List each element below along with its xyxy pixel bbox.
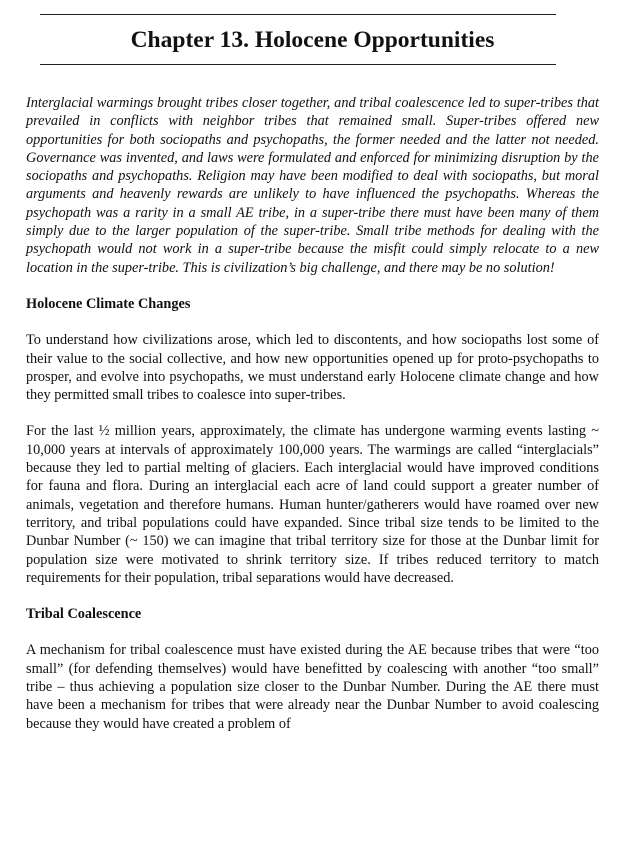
chapter-abstract: Interglacial warmings brought tribes closer together, and tribal coalescence led to super-tribes that prevailed in conflicts with neighbor tribes that remained small. Super-tribes offered new opportunities for both sociopaths and psychopaths, the former needed and the latter not needed. Governance was invented, and laws were formulated and enforced for minimizing disruption by the sociopaths and psychopaths. Religion may have been modified to deal with sociopaths, but moral arguments and heavenly rewards are unlikely to have influenced the psychopaths. Whereas the psychopath was a rarity in a small AE tribe, in a super-tribe there must have been many of them simply due to the larger population of the super-tribe. Small tribe methods for dealing with the psychopath would not work in a super-tribe because the misfit could simply relocate to a new location in the super-tribe. This is civilization’s big challenge, and there may be no solution! [26,95,599,276]
title-bottom-rule [40,64,556,65]
body-text [26,94,599,733]
title-top-rule [40,14,556,15]
paragraph: A mechanism for tribal coalescence must have existed during the AE because tribes that were “too small” (for defending themselves) would have benefitted by coalescing with another “too small” tribe – thus achieving a population size closer to the Dunbar Number. During the AE there must have been a mechanism for tribes that were already near the Dunbar Number to avoid coalescing because they would have created a problem of [26,642,599,732]
section-heading-holocene-climate-changes: Holocene Climate Changes [26,295,191,312]
section-heading-tribal-coalescence: Tribal Coalescence [26,606,142,623]
paragraph: For the last ½ million years, approximately, the climate has undergone warming events lasting ~ 10,000 years at intervals of approximately 100,000 years. The warmings are called “interglacials” because they led to partial melting of glaciers. Each interglacial would have improved conditions for fauna and flora. During an interglacial each acre of land could support a greater number of animals, vegetation and therefore humans. Human hunter/gatherers would have roamed over new territory, and tribal populations could have expanded. Since tribal size tends to be limited to the Dunbar Number (~ 150) we can imagine that tribal territory size for those at the Dunbar limit for population size were motivated to shrink territory size. If tribes reduced territory to match requirements for their population, tribal separations would have decreased. [26,423,599,586]
paragraph: To understand how civilizations arose, which led to discontents, and how sociopaths lost some of their value to the social collective, and how new opportunities opened up for proto-psychopaths to prosper, and evolve into psychopaths, we must understand early Holocene climate change and how they permitted small tribes to coalesce into super-tribes. [26,332,599,404]
chapter-title: Chapter 13. Holocene Opportunities [130,27,495,53]
